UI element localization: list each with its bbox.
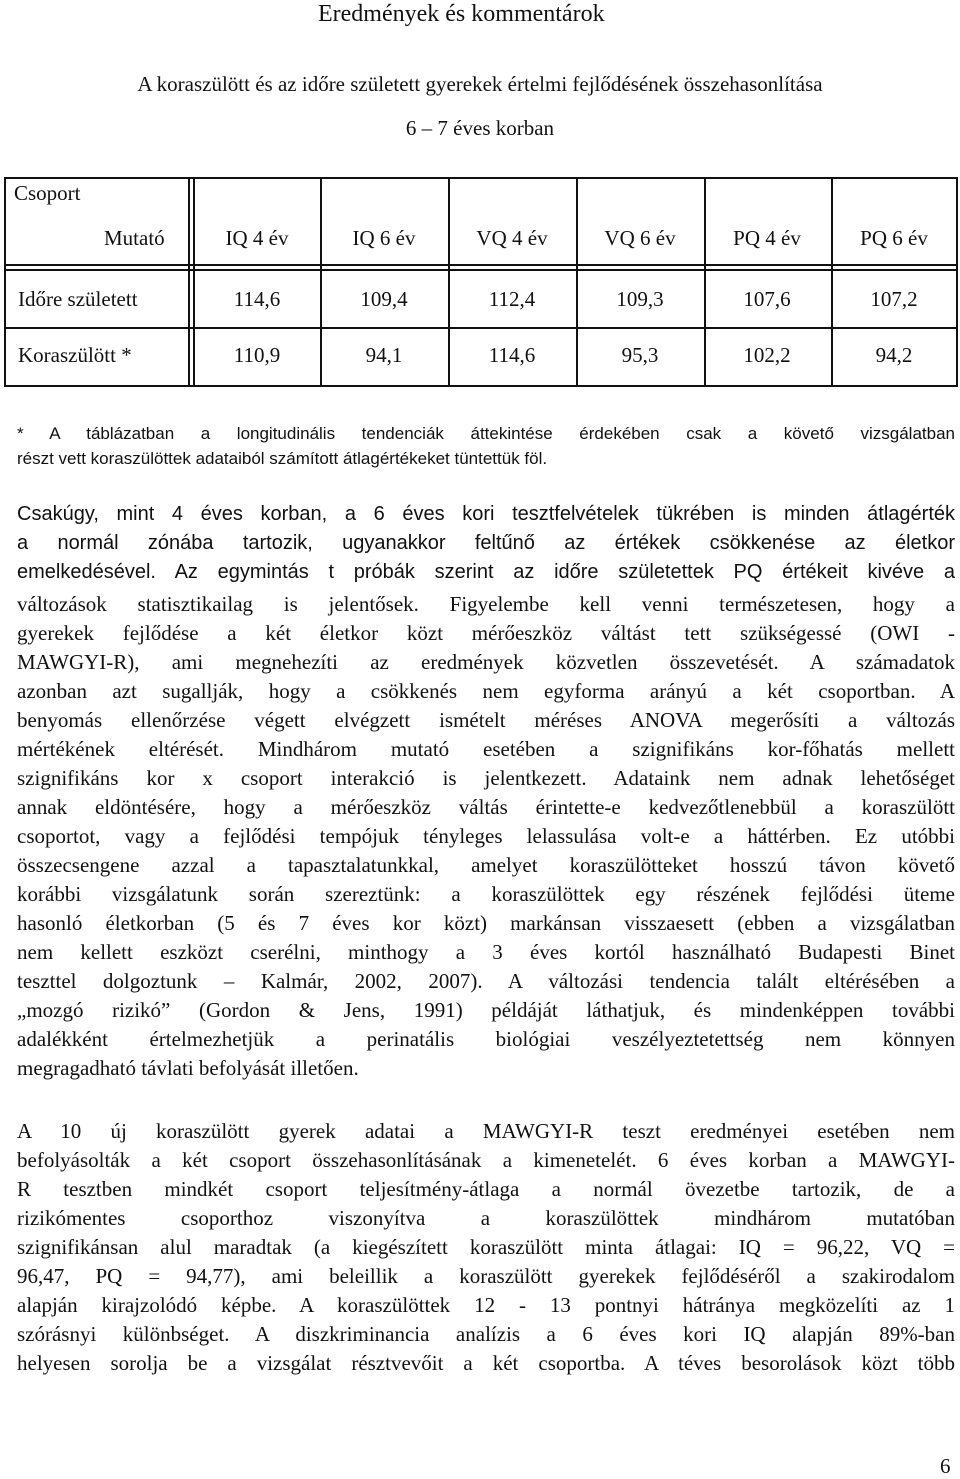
paragraph-line: változások statisztikailag is jelentősek. Figyelembe kell venni természetesen, hogy a — [17, 592, 955, 616]
footnote-line: * A táblázatban a longitudinális tendenciák áttekintése érdekében csak a követő vizsgálatban — [17, 424, 955, 443]
paragraph-line: szórásnyi különbséget. A diszkriminancia analízis a 6 éves kori IQ alapján 89%-ban — [17, 1322, 955, 1346]
table-cell: 114,6 — [233, 287, 281, 311]
paragraph — [17, 500, 955, 587]
paragraph-line: annak eldöntésére, hogy a mérőeszköz váltás érintette-e kedvezőtlenebbül a koraszülött — [17, 795, 955, 819]
paragraph-line: adalékként értelmezhetjük a perinatális biológiai veszélyeztetettség nem könnyen — [17, 1027, 955, 1051]
paragraph-line: azonban azt sugallják, hogy a csökkenés nem egyforma arányú a két csoportban. A — [17, 679, 955, 703]
table-cell: 102,2 — [743, 343, 791, 367]
footnote-line: részt vett koraszülöttek adataiból számított átlagértékeket tüntettük föl. — [17, 449, 548, 468]
table-cell: 95,3 — [621, 343, 659, 367]
paragraph-line: emelkedésével. Az egymintás t próbák szerint az időre születettek PQ értékeit kivéve a — [17, 561, 955, 583]
paragraph-line: rizikómentes csoporthoz viszonyítva a koraszülöttek mindhárom mutatóban — [17, 1206, 955, 1230]
table-caption-age: 6 – 7 éves korban — [405, 116, 555, 140]
table-col-rule — [576, 177, 578, 387]
table-row-rule — [4, 327, 958, 329]
table-cell: 112,4 — [488, 287, 536, 311]
table-cell: 109,4 — [360, 287, 408, 311]
page-number: 6 — [940, 1454, 951, 1478]
paragraph-line: „mozgó rizikó” (Gordon & Jens, 1991) példáját láthatjuk, és mindenképpen további — [17, 998, 955, 1022]
table-header-rule-1 — [4, 264, 958, 266]
paragraph-line: szignifikánsan alul maradtak (a kiegészített koraszülött minta átlagai: IQ = 96,22, VQ = — [17, 1235, 955, 1259]
table-col-rule — [831, 177, 833, 387]
table-footnote — [17, 421, 955, 471]
table-cell: 94,1 — [365, 343, 403, 367]
paragraph-line: a normál zónába tartozik, ugyanakkor feltűnő az értékek csökkenése az életkor — [17, 532, 955, 554]
table-row-label: Koraszülött * — [18, 343, 132, 367]
table-col-rule — [448, 177, 450, 387]
results-table — [4, 177, 958, 387]
paragraph-line: mértékének eltérését. Mindhárom mutató esetében a szignifikáns kor-főhatás mellett — [17, 737, 955, 761]
paragraph-line: nem kellett eszközt cserélni, minthogy a 3 éves kortól használható Budapesti Binet — [17, 940, 955, 964]
table-col-rule — [320, 177, 322, 387]
table-caption: A koraszülött és az időre született gyerekek értelmi fejlődésének összehasonlítása — [137, 72, 823, 96]
table-cell: 114,6 — [488, 343, 536, 367]
table-cell: 110,9 — [233, 343, 281, 367]
table-border — [4, 177, 958, 387]
paragraph-line: gyerekek fejlődése a két életkor közt mérőeszköz váltást tett szükségessé (OWI - — [17, 621, 955, 645]
table-cell: 94,2 — [875, 343, 913, 367]
table-header-cell: VQ 4 év — [476, 226, 548, 250]
paragraph-line: Csakúgy, mint 4 éves korban, a 6 éves kori tesztfelvételek tükrében is minden átlagérték — [17, 503, 955, 525]
table-header-cell: PQ 4 év — [733, 226, 801, 250]
paragraph-line: összecsengene azzal a tapasztalatunkkal, amelyet koraszülötteket hosszú távon követő — [17, 853, 955, 877]
table-header-cell: IQ 6 év — [352, 226, 416, 250]
paragraph-line: benyomás ellenőrzése végett elvégzett ismételt méréses ANOVA megerősíti a változás — [17, 708, 955, 732]
paragraph-line: 96,47, PQ = 94,77), ami beleillik a koraszülött gyerekek fejlődéséről a szakirodalom — [17, 1264, 955, 1288]
table-label-rule-2 — [193, 177, 195, 387]
paragraph-line: teszttel dolgoztunk – Kalmár, 2002, 2007). A változási tendencia talált eltérésében a — [17, 969, 955, 993]
paragraph — [17, 1117, 955, 1378]
table-corner-metric-label: Mutató — [104, 226, 165, 250]
table-header-rule-2 — [4, 269, 958, 271]
paragraph-line: korábbi vizsgálatunk során szereztünk: a koraszülöttek egy részének fejlődési üteme — [17, 882, 955, 906]
paragraph-line: helyesen sorolja be a vizsgálat résztvevőit a két csoportba. A téves besorolások közt több — [17, 1351, 955, 1375]
table-cell: 107,6 — [743, 287, 791, 311]
table-header-cell: PQ 6 év — [860, 226, 928, 250]
paragraph-line: R tesztben mindkét csoport teljesítmény-átlaga a normál övezetbe tartozik, de a — [17, 1177, 955, 1201]
table-col-rule — [704, 177, 706, 387]
paragraph-line: megragadható távlati befolyását illetően. — [17, 1056, 359, 1080]
table-label-rule-1 — [188, 177, 190, 387]
paragraph-line: befolyásolták a két csoport összehasonlításának a kimenetelét. 6 éves korban a MAWGYI- — [17, 1148, 955, 1172]
paragraph-line: alapján kirajzolódó képbe. A koraszülöttek 12 - 13 pontnyi hátránya megközelíti az 1 — [17, 1293, 955, 1317]
table-header-cell: VQ 6 év — [604, 226, 676, 250]
paragraph — [17, 590, 955, 1083]
paragraph-line: hasonló életkorban (5 és 7 éves kor közt) markánsan visszaesett (ebben a vizsgálatban — [17, 911, 955, 935]
table-corner-group-label: Csoport — [14, 181, 81, 205]
table-cell: 107,2 — [870, 287, 918, 311]
paragraph-line: A 10 új koraszülött gyerek adatai a MAWGYI-R teszt eredményei esetében nem — [17, 1119, 955, 1143]
paragraph-line: csoportot, vagy a fejlődési tempójuk tényleges lelassulása volt-e a háttérben. Ez utóbbi — [17, 824, 955, 848]
table-row-label: Időre született — [18, 287, 138, 311]
paragraph-line: MAWGYI-R), ami megnehezíti az eredmények közvetlen összevetését. A számadatok — [17, 650, 955, 674]
paragraph-line: szignifikáns kor x csoport interakció is jelentkezett. Adataink nem adnak lehetőséget — [17, 766, 955, 790]
table-header-cell: IQ 4 év — [225, 226, 289, 250]
page-title: Eredmények és kommentárok — [318, 1, 605, 27]
table-cell: 109,3 — [616, 287, 664, 311]
